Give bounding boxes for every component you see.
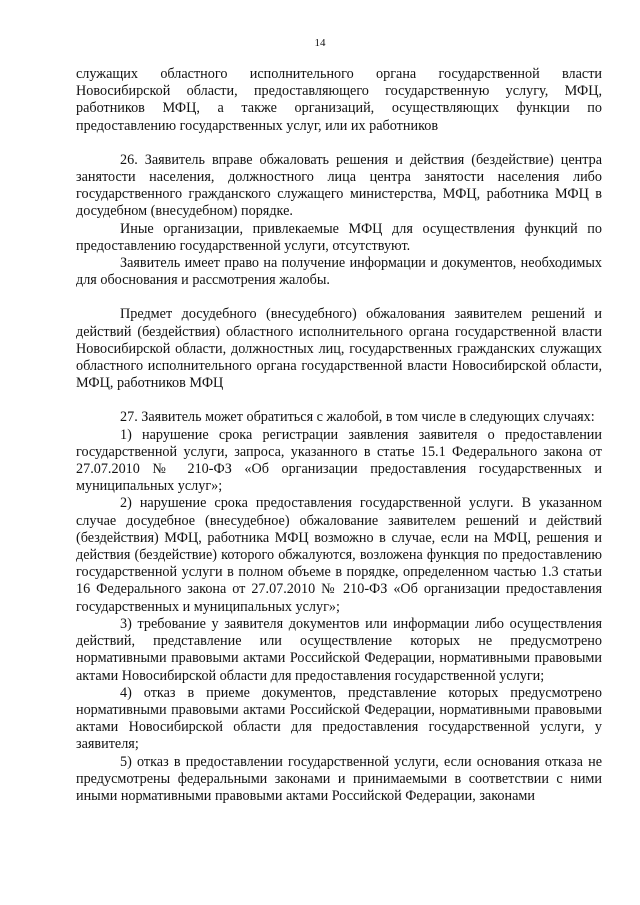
paragraph-other-organizations: Иные организации, привлекаемые МФЦ для осуществления функций по предоставлению государственной услуги, отсутствуют.	[76, 220, 602, 254]
section-heading: Предмет досудебного (внесудебного) обжалования заявителем решений и действий (бездействия) областного исполнительного органа государственной власти Новосибирской области, должностных лиц, государственных гражданских служащих областного исполнительного органа государственной власти Новосибирской области, МФЦ, работников МФЦ	[76, 306, 602, 392]
paragraph-applicant-right: Заявитель имеет право на получение информации и документов, необходимых для обоснования и рассмотрения жалобы.	[76, 255, 602, 289]
list-item-4: 4) отказ в приеме документов, представление которых предусмотрено нормативными правовыми актами Российской Федерации, нормативными правовыми актами Новосибирской области для предоставления государственной услуги, у заявителя;	[76, 684, 602, 753]
paragraph-27: 27. Заявитель может обратиться с жалобой, в том числе в следующих случаях:	[120, 409, 595, 426]
page-number: 14	[314, 37, 326, 49]
list-item-1: 1) нарушение срока регистрации заявления заявителя о предоставлении государственной услуги, запроса, указанного в статье 15.1 Федерального закона от 27.07.2010 № 210-ФЗ «Об организации предоставления государственных и муниципальных услуг»;	[76, 426, 602, 495]
list-item-5: 5) отказ в предоставлении государственной услуги, если основания отказа не предусмотрены федеральными законами и принимаемыми в соответствии с ними иными нормативными правовыми актами Российской Федерации, законами	[76, 753, 602, 804]
list-item-3: 3) требование у заявителя документов или информации либо осуществления действий, представление или осуществление которых не предусмотрено нормативными правовыми актами Российской Федерации, нормативными правовыми актами Новосибирской области для предоставления государственной услуги;	[76, 615, 602, 684]
paragraph-continuation: служащих областного исполнительного органа государственной власти Новосибирской области, предоставляющего государственную услугу, МФЦ, работников МФЦ, а также организаций, осуществляющих функции по предоставлению государственных услуг, или их работников	[76, 66, 602, 134]
list-item-2: 2) нарушение срока предоставления государственной услуги. В указанном случае досудебное (внесудебное) обжалование заявителем решений и действий (бездействия) МФЦ, работника МФЦ возможно в случае, если на МФЦ, решения и действия (бездействие) которого обжалуются, возложена функция по предоставлению государственной услуги в полном объеме в порядке, определенном частью 1.3 статьи 16 Федерального закона от 27.07.2010 № 210-ФЗ «Об организации предоставления государственных и муниципальных услуг»;	[76, 495, 602, 615]
document-body	[76, 66, 602, 805]
paragraph-26: 26. Заявитель вправе обжаловать решения и действия (бездействие) центра занятости населения, должностного лица центра занятости населения либо государственного гражданского служащего министерства, МФЦ, работника МФЦ в досудебном (внесудебном) порядке.	[76, 151, 602, 220]
